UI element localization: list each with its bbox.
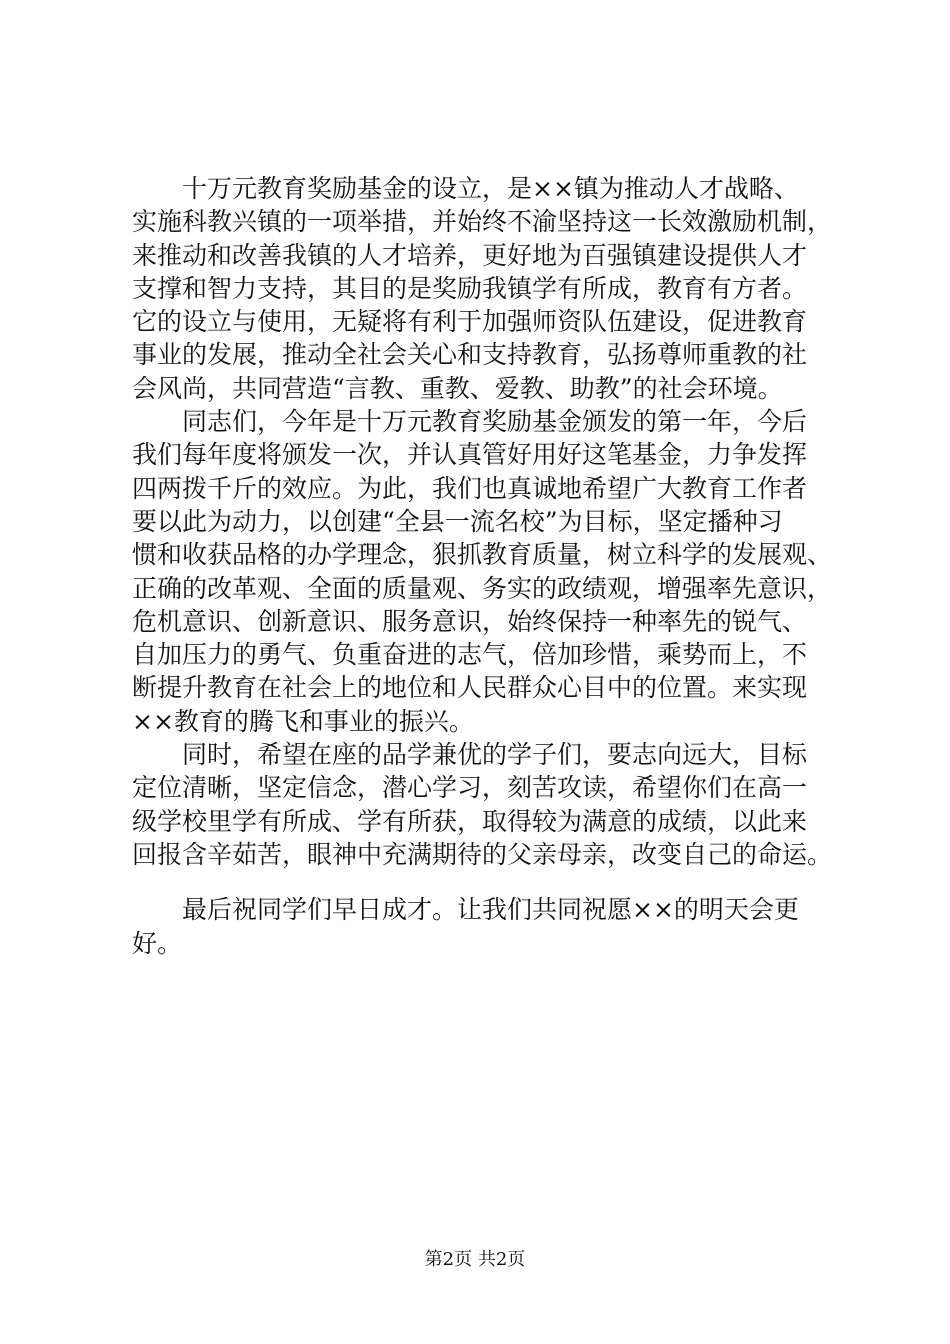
text-line: 自加压力的勇气、负重奋进的志气，倍加珍惜，乘势而上，不 [132,640,808,670]
text-line: 正确的改革观、全面的质量观、务实的政绩观，增强率先意识， [132,573,833,603]
document-body [132,172,852,960]
text-line: 同时，希望在座的品学兼优的学子们，要志向远大，目标 [132,740,808,770]
text-line: 惯和收获品格的办学理念，狠抓教育质量，树立科学的发展观、 [132,540,833,570]
page-number-footer: 第2页 共2页 [424,1249,526,1270]
text-line: 事业的发展，推动全社会关心和支持教育，弘扬尊师重教的社 [132,340,808,370]
paragraph [132,405,852,738]
paragraph [132,893,852,960]
text-line: 会风尚，共同营造“言教、重教、爱教、助教”的社会环境。 [132,373,783,403]
paragraph [132,172,852,405]
text-line: 级学校里学有所成、学有所获，取得较为满意的成绩，以此来 [132,806,808,836]
text-line: 危机意识、创新意识、服务意识，始终保持一种率先的锐气、 [132,606,808,636]
text-line: 定位清晰，坚定信念，潜心学习，刻苦攻读，希望你们在高一 [132,773,808,803]
text-line: 要以此为动力，以创建“全县一流名校”为目标，坚定播种习 [132,506,783,536]
paragraph [132,738,852,871]
text-line: ××教育的腾飞和事业的振兴。 [132,706,474,736]
text-line: 我们每年度将颁发一次，并认真管好用好这笔基金，力争发挥 [132,440,808,470]
text-line: 最后祝同学们早日成才。让我们共同祝愿××的明天会更 [132,895,799,925]
text-line: 支撑和智力支持，其目的是奖励我镇学有所成，教育有方者。 [132,273,808,303]
text-line: 同志们，今年是十万元教育奖励基金颁发的第一年，今后 [132,407,808,437]
text-line: 断提升教育在社会上的地位和人民群众心目中的位置。来实现 [132,673,808,703]
text-line: 实施科教兴镇的一项举措，并始终不渝坚持这一长效激励机制， [132,207,833,237]
text-line: 它的设立与使用，无疑将有利于加强师资队伍建设，促进教育 [132,307,808,337]
paragraph-gap [132,871,852,893]
text-line: 好。 [132,928,183,958]
text-line: 回报含辛茹苦，眼神中充满期待的父亲母亲，改变自己的命运。 [132,839,833,869]
text-line: 来推动和改善我镇的人才培养，更好地为百强镇建设提供人才 [132,240,808,270]
text-line: 十万元教育奖励基金的设立，是××镇为推动人才战略、 [132,174,799,203]
text-line: 四两拨千斤的效应。为此，我们也真诚地希望广大教育工作者 [132,473,808,503]
